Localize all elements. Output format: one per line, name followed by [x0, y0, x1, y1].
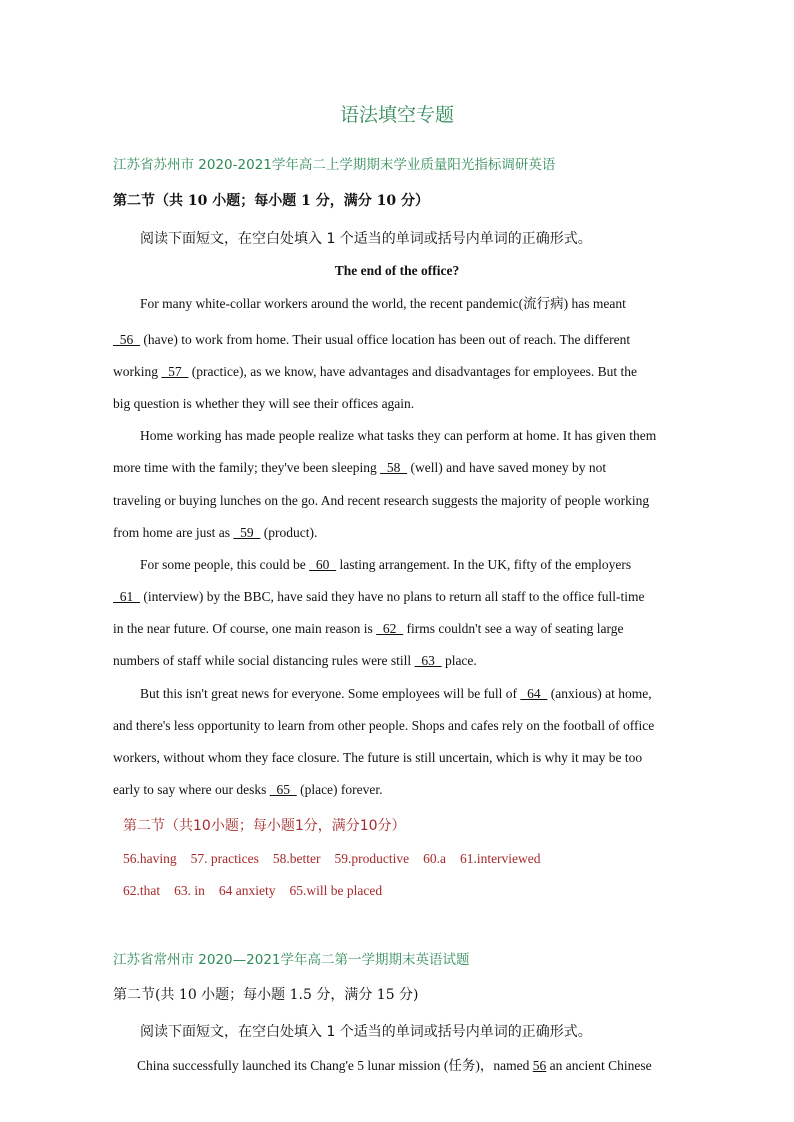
passage-text: For some people, this could be [140, 557, 310, 572]
passage-text: For many white-collar workers around the world, the recent pandemic(流行病) has meant [140, 296, 626, 311]
passage-line [113, 396, 414, 412]
passage-text: Home working has made people realize what tasks they can perform at home. It has given them [140, 428, 657, 443]
blank-57: 57 [161, 364, 189, 379]
blank-56: 56 [532, 1058, 547, 1073]
answer-item: 65.will be placed [289, 883, 383, 898]
passage-text: But this isn't great news for everyone. Some employees will be full of [140, 686, 521, 701]
passage-text: lasting arrangement. In the UK, fifty of the employers [336, 557, 632, 572]
answer-row-2 [123, 883, 396, 899]
passage-text: (practice), as we know, have advantages and disadvantages for employees. But the [188, 364, 637, 379]
answer-item: 63. in [174, 883, 205, 898]
passage-text: (interview) by the BBC, have said they have no plans to return all staff to the office full-time [140, 589, 645, 604]
passage-title: The end of the office? [334, 263, 460, 278]
passage2-text: an ancient Chinese [546, 1058, 652, 1073]
passage-text: in the near future. Of course, one main reason is [113, 621, 377, 636]
page-title: 语法填空专题 [339, 104, 454, 126]
blank-64: 64 [520, 686, 548, 701]
passage-line [113, 332, 630, 348]
passage-line [113, 589, 645, 605]
passage-line [113, 750, 642, 766]
blank-60: 60 [309, 557, 337, 572]
passage-text: working [113, 364, 162, 379]
section-header-1: 第二节（共 10 小题；每小题 1 分，满分 10 分） [113, 193, 429, 209]
section-header-2: 第二节(共 10 小题；每小题 1.5 分，满分 15 分) [113, 987, 419, 1003]
passage-line [113, 653, 477, 669]
passage-text: firms couldn't see a way of seating large [403, 621, 624, 636]
blank-61: 61 [113, 589, 140, 604]
source-heading-1: 江苏省苏州市 2020-2021学年高二上学期期末学业质量阳光指标调研英语 [113, 157, 556, 173]
answer-item: 57. practices [190, 851, 259, 866]
passage-line [140, 296, 626, 312]
answer-item: 64 anxiety [218, 883, 276, 898]
passage-text: place. [441, 653, 477, 668]
passage-text: big question is whether they will see their offices again. [113, 396, 415, 411]
passage-line [113, 493, 649, 509]
blank-62: 62 [376, 621, 404, 636]
passage-text: workers, without whom they face closure. The future is still uncertain, which is why it may be too [113, 750, 643, 765]
blank-59: 59 [233, 525, 261, 540]
source-heading-2: 江苏省常州市 2020—2021学年高二第一学期期末英语试题 [113, 952, 470, 968]
answer-item: 60.a [423, 851, 446, 866]
passage-line [113, 460, 606, 476]
blank-56: 56 [113, 332, 140, 347]
blank-63: 63 [414, 653, 442, 668]
passage2-text: China successfully launched its Chang'e 5 lunar mission (任务)，named [137, 1058, 533, 1073]
passage-text: numbers of staff while social distancing rules were still [113, 653, 415, 668]
passage-text: early to say where our desks [113, 782, 270, 797]
passage-text: and there's less opportunity to learn from other people. Shops and cafes rely on the football of office [113, 718, 655, 733]
answer-item: 62.that [123, 883, 161, 898]
passage-text: (have) to work from home. Their usual office location has been out of reach. The different [140, 332, 631, 347]
passage-line [113, 364, 637, 380]
answer-item: 61.interviewed [459, 851, 541, 866]
instruction-2: 阅读下面短文，在空白处填入 1 个适当的单词或括号内单词的正确形式。 [140, 1024, 592, 1040]
passage-text: (well) and have saved money by not [407, 460, 607, 475]
passage-line [113, 621, 624, 637]
passage2-line-1 [137, 1058, 652, 1074]
passage-text: (product). [260, 525, 318, 540]
passage-line [113, 718, 654, 734]
blank-65: 65 [269, 782, 297, 797]
passage-line [113, 525, 317, 541]
answer-header: 第二节（共10小题；每小题1分，满分10分） [123, 818, 406, 834]
passage-line [140, 686, 652, 702]
answer-item: 59.productive [334, 851, 410, 866]
passage-text: from home are just as [113, 525, 234, 540]
answer-row-1 [123, 851, 555, 867]
passage-line [140, 428, 656, 444]
passage-line [113, 782, 383, 798]
passage-text: (anxious) at home, [547, 686, 652, 701]
blank-58: 58 [380, 460, 408, 475]
answer-item: 56.having [123, 851, 177, 866]
passage-text: more time with the family; they've been sleeping [113, 460, 381, 475]
passage-text: (place) forever. [296, 782, 383, 797]
passage-line [140, 557, 631, 573]
instruction-1: 阅读下面短文，在空白处填入 1 个适当的单词或括号内单词的正确形式。 [140, 231, 592, 247]
answer-item: 58.better [272, 851, 321, 866]
passage-text: traveling or buying lunches on the go. And recent research suggests the majority of people working [113, 493, 650, 508]
